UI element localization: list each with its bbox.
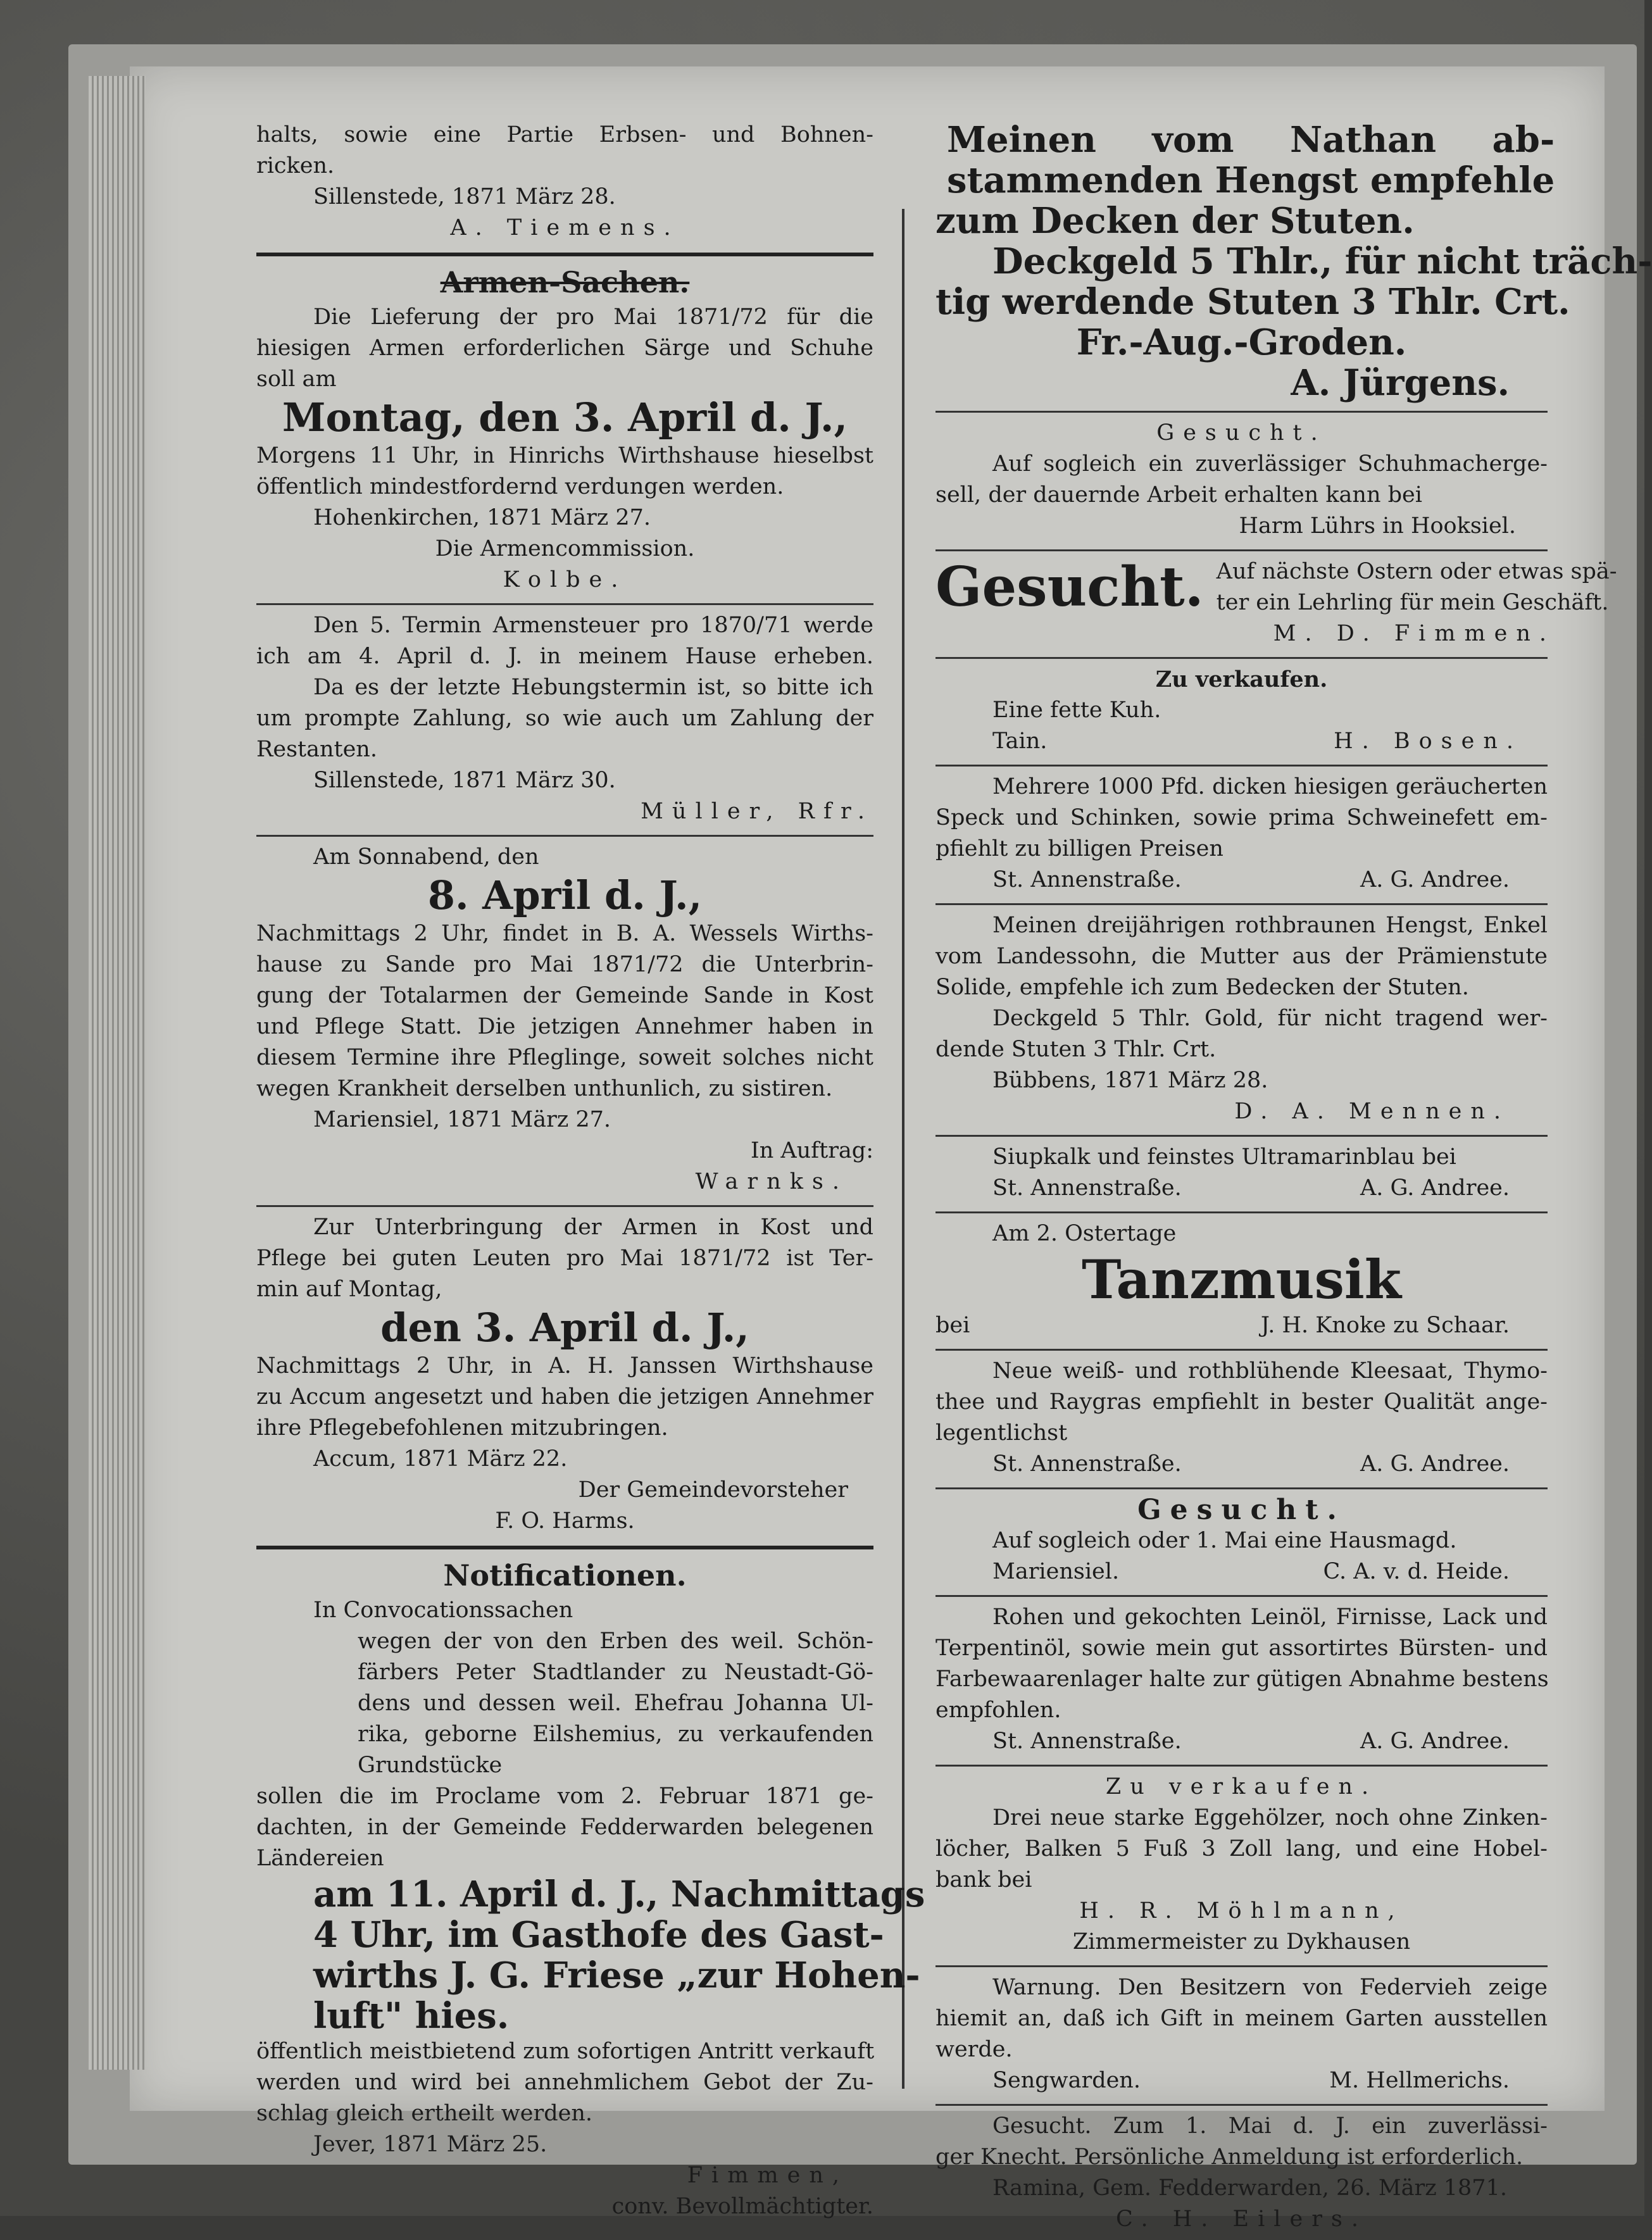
divider bbox=[256, 603, 873, 605]
text-line: öffentlich meistbietend zum sofortigen Antritt verkauft bbox=[256, 2039, 875, 2064]
gesucht-headline: Gesucht. bbox=[936, 555, 1204, 619]
ad-sande-armen bbox=[256, 839, 873, 1203]
text-line: Mehrere 1000 Pfd. dicken hiesigen geräucherten bbox=[992, 774, 1548, 799]
ad-siupkalk bbox=[936, 1139, 1548, 1209]
ad-armen-saerge bbox=[256, 260, 873, 601]
signature: Müller, Rfr. bbox=[641, 799, 873, 824]
ad-leinoel bbox=[936, 1599, 1548, 1762]
text-line: dende Stuten 3 Thlr. Crt. bbox=[936, 1037, 1217, 1062]
text-line: bei bbox=[936, 1313, 970, 1338]
ad-title: Gesucht. bbox=[1137, 1494, 1346, 1526]
left-column bbox=[256, 117, 925, 2227]
text-line: soll am bbox=[256, 366, 337, 392]
divider bbox=[936, 1211, 1548, 1213]
text-line: Bübbens, 1871 März 28. bbox=[992, 1068, 1268, 1093]
divider bbox=[936, 1965, 1548, 1967]
text-line: Die Armencommission. bbox=[435, 536, 695, 561]
ad-footer bbox=[936, 1726, 1548, 1757]
text-line: rika, geborne Eilshemius, zu verkaufenden bbox=[358, 1722, 873, 1747]
text-line: sollen die im Proclame vom 2. Februar 1871 ge- bbox=[256, 1784, 873, 1809]
text-line: sell, der dauernde Arbeit erhalten kann bei bbox=[936, 482, 1422, 508]
divider bbox=[936, 1595, 1548, 1597]
signature: C. A. v. d. Heide. bbox=[1323, 1559, 1510, 1584]
signature: Kolbe. bbox=[503, 567, 627, 592]
section-heading: Armen-Sachen. bbox=[440, 265, 690, 299]
divider bbox=[256, 253, 873, 256]
ad-warnung bbox=[936, 1970, 1548, 2101]
ad-lehrling bbox=[936, 554, 1617, 654]
divider bbox=[936, 1487, 1548, 1489]
ad-speck bbox=[936, 769, 1548, 901]
ad-footer bbox=[936, 726, 1548, 757]
ad-footer bbox=[936, 2065, 1548, 2096]
place: Tain. bbox=[992, 729, 1048, 754]
signature: H. R. Möhlmann, bbox=[1079, 1898, 1404, 1924]
signature: A. G. Andree. bbox=[1360, 1451, 1510, 1477]
text-line: Terpentinöl, sowie mein gut assortirtes Bürsten- und bbox=[936, 1636, 1548, 1661]
text-line: Am 2. Ostertage bbox=[992, 1221, 1177, 1246]
divider bbox=[936, 657, 1548, 659]
text-line: Ramina, Gem. Fedderwarden, 26. März 1871. bbox=[992, 2175, 1507, 2201]
headline-line: Meinen vom Nathan ab- bbox=[947, 119, 1555, 161]
divider bbox=[256, 835, 873, 837]
ad-kuh bbox=[936, 661, 1548, 762]
text-line: thee und Raygras empfiehlt in bester Qualität ange- bbox=[936, 1389, 1548, 1415]
ad-armensteuer bbox=[256, 608, 873, 832]
text-line: Solide, empfehle ich zum Bedecken der Stuten. bbox=[936, 975, 1469, 1000]
text-line: Rohen und gekochten Leinöl, Firnisse, Lack und bbox=[992, 1605, 1548, 1630]
ad-eggehoelzer bbox=[936, 1769, 1548, 1963]
text-line: Drei neue starke Eggehölzer, noch ohne Zinken- bbox=[992, 1805, 1548, 1830]
text-line: empfohlen. bbox=[936, 1698, 1061, 1723]
column-divider bbox=[902, 209, 904, 2089]
signature: J. H. Knoke zu Schaar. bbox=[1260, 1313, 1510, 1338]
headline-line: Fr.-Aug.-Groden. bbox=[1076, 322, 1407, 363]
text-line: Gesucht. Zum 1. Mai d. J. ein zuverlässi- bbox=[992, 2113, 1548, 2139]
ad-notificationen bbox=[256, 1553, 925, 2227]
text-line: Nachmittags 2 Uhr, in A. H. Janssen Wirthshause bbox=[256, 1353, 873, 1379]
text-line: Sillenstede, 1871 März 28. bbox=[313, 184, 616, 210]
text-line: löcher, Balken 5 Fuß 3 Zoll lang, und eine Hobel- bbox=[936, 1836, 1548, 1861]
headline-line: tig werdende Stuten 3 Thlr. Crt. bbox=[936, 281, 1570, 323]
section-heading: Notificationen. bbox=[443, 1558, 687, 1592]
signature: A. G. Andree. bbox=[1360, 867, 1510, 892]
horse-header bbox=[936, 119, 1555, 201]
divider bbox=[256, 1205, 873, 1207]
ad-rothbraun bbox=[936, 908, 1548, 1132]
text-line: ich am 4. April d. J. in meinem Hause erheben. bbox=[256, 644, 873, 669]
ad-footer bbox=[936, 865, 1548, 896]
signature: Fimmen, bbox=[687, 2163, 848, 2188]
divider bbox=[936, 903, 1548, 905]
headline-line: Deckgeld 5 Thlr., für nicht träch- bbox=[992, 241, 1652, 282]
text-line: wegen der von den Erben des weil. Schön- bbox=[358, 1629, 873, 1654]
text-line: Siupkalk und feinstes Ultramarinblau bei bbox=[992, 1144, 1456, 1170]
ad-footer bbox=[936, 1556, 1548, 1587]
text-line: Speck und Schinken, sowie prima Schweinefett em- bbox=[936, 805, 1548, 830]
text-line: Ländereien bbox=[256, 1846, 384, 1871]
signature: M. D. Fimmen. bbox=[1273, 621, 1556, 646]
text-line: Zur Unterbringung der Armen in Kost und bbox=[313, 1215, 873, 1240]
text-line: pfiehlt zu billigen Preisen bbox=[936, 836, 1223, 861]
ad-hengst-nathan bbox=[936, 117, 1652, 408]
signature: A. Tiemens. bbox=[450, 215, 680, 241]
ad-title: Gesucht. bbox=[1156, 420, 1327, 446]
text-line: Hohenkirchen, 1871 März 27. bbox=[313, 505, 651, 530]
signature: A. G. Andree. bbox=[1360, 1729, 1510, 1754]
text-line: Da es der letzte Hebungstermin ist, so bitte ich bbox=[313, 675, 873, 700]
text-line: diesem Termine ihre Pfleglinge, soweit solches nicht bbox=[256, 1045, 873, 1070]
place: Sengwarden. bbox=[992, 2068, 1141, 2093]
headline-date: den 3. April d. J., bbox=[380, 1305, 749, 1351]
signature: H. Bosen. bbox=[1334, 729, 1522, 754]
divider bbox=[936, 765, 1548, 766]
text-line: Auf sogleich ein zuverlässiger Schuhmacherge- bbox=[992, 451, 1548, 477]
signature: A. G. Andree. bbox=[1360, 1175, 1510, 1201]
ad-title: Zu verkaufen. bbox=[1105, 1774, 1378, 1799]
text-line: werde. bbox=[936, 2037, 1013, 2062]
page-edges bbox=[89, 76, 146, 2070]
headline-line: stammenden Hengst empfehle bbox=[947, 160, 1555, 201]
divider bbox=[936, 1349, 1548, 1351]
text-line: Morgens 11 Uhr, in Hinrichs Wirthshause hieselbst bbox=[256, 443, 873, 468]
text-line: zu Accum angesetzt und haben die jetzigen Annehmer bbox=[256, 1384, 873, 1410]
text-line: Den 5. Termin Armensteuer pro 1870/71 werde bbox=[313, 613, 873, 638]
divider bbox=[936, 1765, 1548, 1767]
text-line: hiemit an, daß ich Gift in meinem Garten ausstellen bbox=[936, 2006, 1548, 2031]
text-line: Neue weiß- und rothblühende Kleesaat, Thymo- bbox=[992, 1358, 1548, 1384]
headline-date: Montag, den 3. April d. J., bbox=[282, 394, 848, 441]
text-line: legentlichst bbox=[936, 1420, 1068, 1446]
text-line: Meinen dreijährigen rothbraunen Hengst, Enkel bbox=[992, 913, 1548, 938]
signature: Harm Lührs in Hooksiel. bbox=[1239, 513, 1516, 539]
headline: Tanzmusik bbox=[1081, 1248, 1402, 1311]
text-line: wegen Krankheit derselben unthunlich, zu sistiren. bbox=[256, 1076, 833, 1101]
text-line: Farbewaarenlager halte zur gütigen Abnahme bestens bbox=[936, 1667, 1549, 1692]
text-line: um prompte Zahlung, so wie auch um Zahlung der bbox=[256, 706, 873, 731]
text-line: Deckgeld 5 Thlr. Gold, für nicht tragend wer- bbox=[992, 1006, 1548, 1031]
text-line: Der Gemeindevorsteher bbox=[578, 1477, 848, 1503]
text-line: vom Landessohn, die Mutter aus der Prämienstute bbox=[936, 944, 1548, 969]
text-line: öffentlich mindestfordernd verdungen werden. bbox=[256, 474, 784, 499]
text-line: Eine fette Kuh. bbox=[992, 698, 1161, 723]
text-line: Mariensiel, 1871 März 27. bbox=[313, 1107, 611, 1132]
headline-line: zum Decken der Stuten. bbox=[936, 200, 1415, 242]
headline-line: luft" hies. bbox=[313, 1995, 510, 2037]
text-line: und Pflege Statt. Die jetzigen Annehmer haben in bbox=[256, 1014, 873, 1039]
ad-footer bbox=[936, 1310, 1548, 1341]
signature: C. H. Eilers. bbox=[1115, 2206, 1368, 2232]
ad-accum-armen bbox=[256, 1210, 873, 1542]
text-line: hause zu Sande pro Mai 1871/72 die Unterbrin- bbox=[256, 952, 873, 977]
text-line: ter ein Lehrling für mein Geschäft. bbox=[1216, 590, 1609, 615]
place: Mariensiel. bbox=[992, 1559, 1120, 1584]
text-line: halts, sowie eine Partie Erbsen- und Bohnen- bbox=[256, 122, 873, 147]
text-line: In Convocationssachen bbox=[313, 1598, 573, 1623]
divider bbox=[936, 2104, 1548, 2106]
ad-kleesaat bbox=[936, 1353, 1548, 1485]
divider bbox=[936, 1135, 1548, 1137]
place: St. Annenstraße. bbox=[992, 1451, 1182, 1477]
headline-line: am 11. April d. J., Nachmittags bbox=[313, 1874, 925, 1915]
text-line: bank bei bbox=[936, 1867, 1032, 1893]
signature: Warnks. bbox=[695, 1169, 848, 1194]
text-line: ricken. bbox=[256, 153, 335, 178]
place: St. Annenstraße. bbox=[992, 1175, 1182, 1201]
signature: D. A. Mennen. bbox=[1234, 1099, 1510, 1124]
text-line: In Auftrag: bbox=[750, 1138, 873, 1163]
divider bbox=[256, 1546, 873, 1549]
text-line: ger Knecht. Persönliche Anmeldung ist erforderlich. bbox=[936, 2144, 1524, 2170]
place: St. Annenstraße. bbox=[992, 867, 1182, 892]
text-line: färbers Peter Stadtlander zu Neustadt-Gö- bbox=[358, 1660, 873, 1685]
headline-date: 8. April d. J., bbox=[427, 872, 703, 918]
right-column bbox=[936, 117, 1652, 2240]
text-line: Grundstücke bbox=[358, 1753, 503, 1778]
signature: A. Jürgens. bbox=[1291, 362, 1510, 404]
ad-schuhmacher bbox=[936, 415, 1548, 547]
divider bbox=[936, 411, 1548, 413]
text-line: schlag gleich ertheilt werden. bbox=[256, 2101, 592, 2126]
text-line: werden und wird bei annehmlichem Gebot der Zu- bbox=[256, 2070, 873, 2095]
headline-line: 4 Uhr, im Gasthofe des Gast- bbox=[313, 1914, 884, 1956]
headline-line: wirths J. G. Friese „zur Hohen- bbox=[313, 1955, 920, 1996]
signature-title: Zimmermeister zu Dykhausen bbox=[1072, 1929, 1411, 1955]
text-line: gung der Totalarmen der Gemeinde Sande in Kost bbox=[256, 983, 873, 1008]
ad-tanzmusik bbox=[936, 1216, 1548, 1346]
text-line: Sillenstede, 1871 März 30. bbox=[313, 768, 616, 793]
text-line: Auf sogleich oder 1. Mai eine Hausmagd. bbox=[992, 1528, 1457, 1553]
divider bbox=[936, 549, 1548, 551]
text-line: ihre Pflegebefohlenen mitzubringen. bbox=[256, 1415, 668, 1441]
text-line: Pflege bei guten Leuten pro Mai 1871/72 ist Ter- bbox=[256, 1246, 873, 1271]
text-line: Accum, 1871 März 22. bbox=[313, 1446, 568, 1472]
ad-knecht bbox=[936, 2108, 1548, 2240]
place: St. Annenstraße. bbox=[992, 1729, 1182, 1754]
text-line: Am Sonnabend, den bbox=[313, 844, 539, 870]
ad-footer bbox=[936, 1173, 1548, 1204]
text-line: dachten, in der Gemeinde Fedderwarden belegenen bbox=[256, 1815, 873, 1840]
text-line: Restanten. bbox=[256, 737, 377, 762]
text-line: Die Lieferung der pro Mai 1871/72 für die bbox=[313, 304, 873, 330]
text-line: Auf nächste Ostern oder etwas spä- bbox=[1216, 559, 1617, 584]
ad-title: Zu verkaufen. bbox=[1155, 666, 1328, 692]
text-line: Nachmittags 2 Uhr, findet in B. A. Wessels Wirths- bbox=[256, 921, 873, 946]
signature: F. O. Harms. bbox=[495, 1508, 635, 1534]
text-line: Jever, 1871 März 25. bbox=[313, 2132, 548, 2157]
signature-title: conv. Bevollmächtigter. bbox=[611, 2194, 873, 2219]
ad-footer bbox=[936, 1449, 1548, 1480]
text-line: dens und dessen weil. Ehefrau Johanna Ul- bbox=[358, 1691, 873, 1716]
text-line: Warnung. Den Besitzern von Federvieh zeige bbox=[992, 1975, 1548, 2000]
text-line: hiesigen Armen erforderlichen Särge und Schuhe bbox=[256, 335, 873, 361]
ad-hausmagd bbox=[936, 1492, 1548, 1592]
ad-erbsen bbox=[256, 117, 873, 249]
text-line: min auf Montag, bbox=[256, 1277, 442, 1302]
signature: M. Hellmerichs. bbox=[1329, 2068, 1510, 2093]
